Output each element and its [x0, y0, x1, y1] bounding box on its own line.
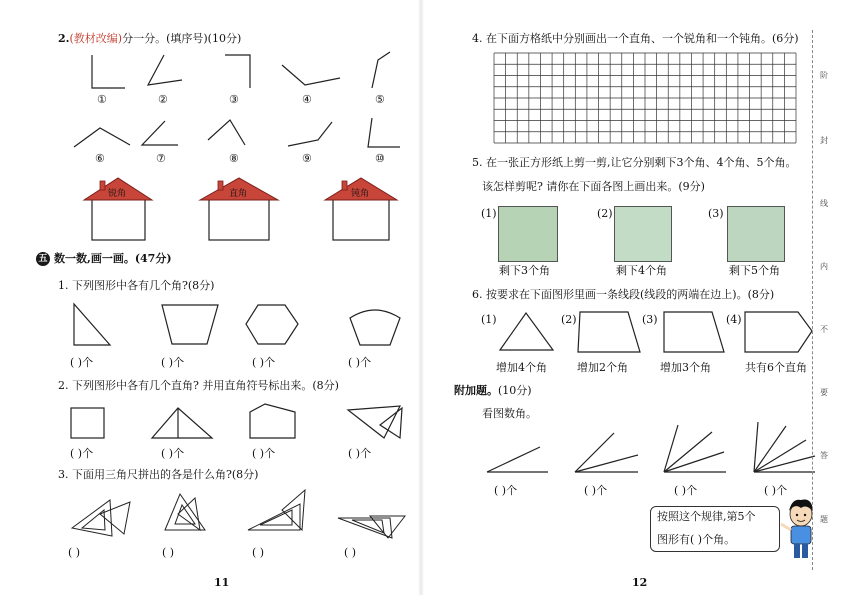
q6-item-2-caption: 增加2个角	[577, 361, 628, 374]
q5-1-title: 1. 下列图形中各有几个角?(8分)	[58, 279, 215, 292]
gutter-label-6: 要	[820, 388, 828, 397]
q6-item-3-caption: 增加3个角	[660, 361, 711, 374]
bonus-subtitle: 看图数角。	[482, 407, 537, 420]
q5-1-blank-1[interactable]: ( )个	[70, 356, 94, 369]
q6-item-4-num: (4)	[726, 313, 742, 326]
binding-line	[812, 30, 813, 570]
angle-label-8: ⑧	[229, 152, 239, 165]
angle-label-9: ⑨	[302, 152, 312, 165]
gutter-label-5: 不	[820, 325, 828, 334]
angle-label-4: ④	[302, 93, 312, 106]
bonus-blank-2[interactable]: ( )个	[584, 484, 608, 497]
section5-title: 数一数,画一画。(47分)	[54, 252, 172, 265]
q5-2-title: 2. 下列图形中各有几个直角? 并用直角符号标出来。(8分)	[58, 379, 339, 392]
page-number-right: 12	[632, 576, 648, 589]
q5-2-blank-3[interactable]: ( )个	[252, 447, 276, 460]
gutter-label-8: 题	[820, 515, 828, 524]
gutter-label-7: 答	[820, 451, 828, 460]
angle-label-1: ①	[97, 93, 107, 106]
angle-label-7: ⑦	[156, 152, 166, 165]
q5-2-blank-2[interactable]: ( )个	[161, 447, 185, 460]
q5r-item-3-num: (3)	[708, 207, 724, 220]
gutter-label-1: 阶	[820, 71, 828, 80]
q6-item-1-caption: 增加4个角	[496, 361, 547, 374]
q6-item-2-num: (2)	[561, 313, 577, 326]
q5-3-blank-2[interactable]: ( )	[162, 546, 175, 559]
q5-1-blank-3[interactable]: ( )个	[252, 356, 276, 369]
q4-title: 4. 在下面方格纸中分别画出一个直角、一个锐角和一个钝角。(6分)	[472, 32, 799, 45]
bonus-title: 附加题。(10分)	[454, 384, 532, 397]
q5r-item-1-caption: 剩下3个角	[499, 264, 550, 277]
angle-label-10: ⑩	[375, 152, 385, 165]
angle-label-6: ⑥	[95, 152, 105, 165]
q5-1-blank-2[interactable]: ( )个	[161, 356, 185, 369]
gutter-label-3: 线	[820, 199, 828, 208]
q5-2-blank-4[interactable]: ( )个	[348, 447, 372, 460]
q5-3-blank-3[interactable]: ( )	[252, 546, 265, 559]
angle-label-5: ⑤	[375, 93, 385, 106]
q6-item-4-caption: 共有6个直角	[745, 361, 807, 374]
speech-line-2[interactable]: 图形有( )个角。	[657, 533, 736, 546]
section-badge: 五	[36, 252, 50, 266]
q5r-item-1-num: (1)	[481, 207, 497, 220]
house-label-acute: 锐角	[108, 189, 127, 199]
q5r-item-3-caption: 剩下5个角	[729, 264, 780, 277]
house-label-obtuse: 钝角	[351, 189, 370, 199]
q5r-item-2-num: (2)	[597, 207, 613, 220]
q5r-item-2-caption: 剩下4个角	[616, 264, 667, 277]
q5-2-blank-1[interactable]: ( )个	[70, 447, 94, 460]
bonus-blank-1[interactable]: ( )个	[494, 484, 518, 497]
q6-item-1-num: (1)	[481, 313, 497, 326]
bonus-blank-3[interactable]: ( )个	[674, 484, 698, 497]
q6-item-3-num: (3)	[642, 313, 658, 326]
angle-label-2: ②	[158, 93, 168, 106]
angle-label-3: ③	[229, 93, 239, 106]
page-number-left: 11	[214, 576, 230, 589]
q2-title: 2.(教材改编)分一分。(填序号)(10分)	[58, 32, 242, 45]
speech-line-1: 按照这个规律,第5个	[657, 510, 756, 523]
q5-3-blank-4[interactable]: ( )	[344, 546, 357, 559]
q5r-line1: 5. 在一张正方形纸上剪一剪,让它分别剩下3个角、4个角、5个角。	[472, 156, 797, 169]
house-label-right: 直角	[229, 189, 248, 199]
q5-1-blank-4[interactable]: ( )个	[348, 356, 372, 369]
q5-3-blank-1[interactable]: ( )	[68, 546, 81, 559]
q2-tag: (教材改编)	[69, 32, 123, 45]
q5-3-title: 3. 下面用三角尺拼出的各是什么角?(8分)	[58, 468, 259, 481]
bonus-blank-4[interactable]: ( )个	[764, 484, 788, 497]
gutter-label-2: 封	[820, 136, 828, 145]
gutter-label-4: 内	[820, 262, 828, 271]
q5r-line2: 该怎样剪呢? 请你在下面各图上画出来。(9分)	[482, 180, 705, 193]
q6-title: 6. 按要求在下面图形里画一条线段(线段的两端在边上)。(8分)	[472, 288, 775, 301]
